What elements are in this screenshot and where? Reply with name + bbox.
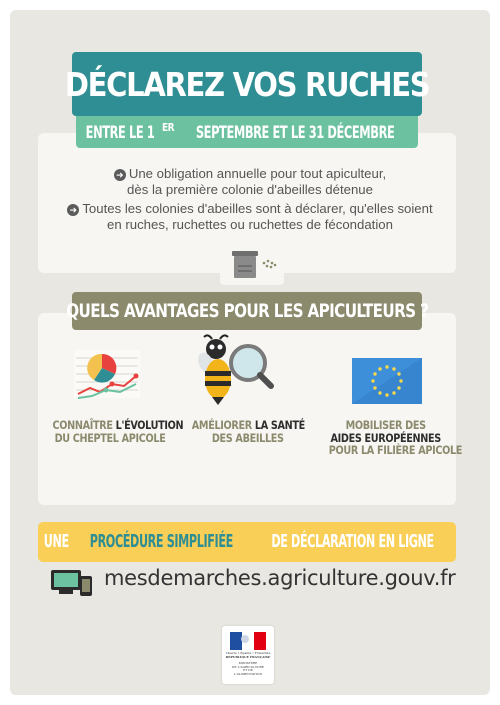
bee-magnifier-icon [196, 333, 274, 409]
bullet-item: ➜ Une obligation annuelle pour tout apiculteur, dès la première colonie d'abeilles détenue [50, 166, 450, 198]
website-link[interactable]: mesdemarches.agriculture.gouv.fr [104, 566, 456, 590]
title-banner [64, 52, 430, 116]
arrow-right-icon: ➜ [67, 204, 79, 216]
advantage-label-evolution: CONNAÎTRE L'ÉVOLUTION DU CHEPTEL APICOLE [52, 418, 184, 445]
bullet-item: ➜ Toutes les colonies d'abeilles sont à déclarer, qu'elles soient en ruches, ruchettes ou ruchettes de fécondation [50, 201, 450, 233]
eu-flag-icon [352, 358, 422, 404]
advantages-banner [65, 292, 429, 330]
date-banner [76, 116, 418, 148]
chart-icon [72, 346, 142, 402]
advantages-heading: QUELS AVANTAGES POUR LES APICULTEURS ? [65, 300, 429, 322]
procedure-text: UNEPROCÉDURE SIMPLIFIÉEDE DÉCLARATION EN LIGNE [43, 532, 434, 552]
beehive-icon [220, 243, 284, 285]
date-range: ENTRE LE 1 $^{ER}$SEPTEMBRE ET LE 31 DÉCEMBRE [85, 121, 395, 143]
advantage-label-eu-aid: MOBILISER DES AIDES EUROPÉENNES POUR LA FILIÈRE APICOLE [328, 418, 463, 457]
procedure-banner [38, 522, 456, 562]
page-title: DÉCLAREZ VOS RUCHES [64, 64, 430, 104]
devices-icon [50, 568, 94, 598]
arrow-right-icon: ➜ [114, 169, 126, 181]
marianne-flag-icon [230, 632, 266, 650]
advantage-label-health: AMÉLIORER LA SANTÉ DES ABEILLES [191, 418, 305, 445]
ministry-logo: Liberté • Égalité • Fraternité RÉPUBLIQUE FRANÇAISE MINISTÈRE DE L'AGRICULTURE ET DE L'ALIMENTATION [222, 626, 274, 684]
